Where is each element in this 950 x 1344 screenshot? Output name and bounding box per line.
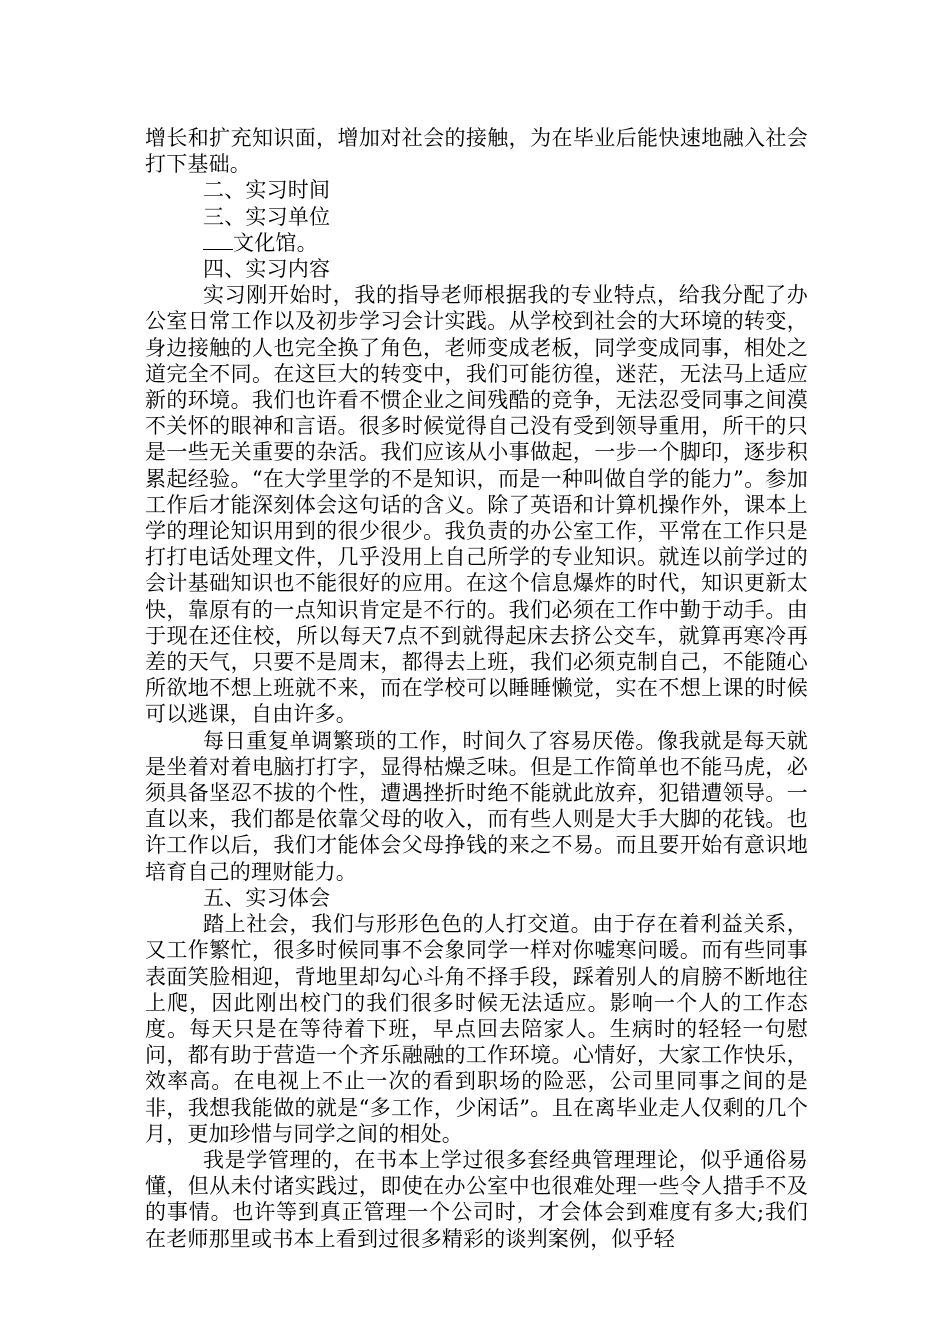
paragraph-intro: 增长和扩充知识面，增加对社会的接触，为在毕业后能快速地融入社会打下基础。 — [145, 126, 808, 177]
paragraph-content-1: 实习刚开始时，我的指导老师根据我的专业特点，给我分配了办公室日常工作以及初步学习会计实践。从学校到社会的大环境的转变，身边接触的人也完全换了角色，老师变成老板，同学变成同事，相处之道完全不同。在这巨大的转变中，我们可能彷徨，迷茫，无法马上适应新的环境。我们也许看不惯企业之间残酷的竞争，无法忍受同事之间漠不关怀的眼神和言语。很多时候觉得自己没有受到领导重用，所干的只是一些无关重要的杂活。我们应该从小事做起，一步一个脚印，逐步积累起经验。“在大学里学的不是知识，而是一种叫做自学的能力”。参加工作后才能深刻体会这句话的含义。除了英语和计算机操作外，课本上学的理论知识用到的很少很少。我负责的办公室工作，平常在工作只是打打电话处理文件，几乎没用上自己所学的专业知识。就连以前学过的会计基础知识也不能很好的应用。在这个信息爆炸的时代，知识更新太快，靠原有的一点知识肯定是不行的。我们必须在工作中勤于动手。由于现在还住校，所以每天7点不到就得起床去挤公交车，就算再寒冷再差的天气，只要不是周末，都得去上班，我们必须克制自己，不能随心所欲地不想上班就不来，而在学校可以睡睡懒觉，实在不想上课的时候可以逃课，自由许多。 — [145, 283, 808, 727]
heading-internship-unit: 三、实习单位 — [203, 204, 331, 229]
blank-underline — [203, 231, 233, 250]
paragraph-experience-1: 踏上社会，我们与形形色色的人打交道。由于存在着利益关系，又工作繁忙，很多时候同事不会象同学一样对你嘘寒问暖。而有些同事表面笑脸相迎，背地里却勾心斗角不择手段，踩着别人的肩膀不断地往上爬，因此刚出校门的我们很多时候无法适应。影响一个人的工作态度。每天只是在等待着下班，早点回去陪家人。生病时的轻轻一句慰问，都有助于营造一个齐乐融融的工作环境。心情好，大家工作快乐，效率高。在电视上不止一次的看到职场的险恶，公司里同事之间的是非，我想我能做的就是“多工作，少闲话”。且在离毕业走人仅剩的几个月，更加珍惜与同学之间的相处。 — [145, 912, 808, 1146]
heading-internship-time: 二、实习时间 — [203, 178, 331, 203]
heading-internship-content: 四、实习内容 — [203, 257, 331, 282]
unit-line — [145, 230, 808, 256]
heading-internship-experience: 五、实习体会 — [203, 885, 331, 910]
paragraph-content-2: 每日重复单调繁琐的工作，时间久了容易厌倦。像我就是每天就是坐着对着电脑打打字，显得枯燥乏味。但是工作简单也不能马虎，必须具备坚忍不拔的个性，遭遇挫折时绝不能就此放弃，犯错遭领导。一直以来，我们都是依靠父母的收入，而有些人则是大手大脚的花钱。也许工作以后，我们才能体会父母挣钱的来之不易。而且要开始有意识地培育自己的理财能力。 — [145, 728, 808, 884]
document-body — [145, 125, 808, 1252]
paragraph-experience-2: 我是学管理的，在书本上学过很多套经典管理理论，似乎通俗易懂，但从未付诸实践过，即使在办公室中也很难处理一些令人措手不及的事情。也许等到真正管理一个公司时，才会体会到难度有多大;我们在老师那里或书本上看到过很多精彩的谈判案例，似乎轻 — [145, 1147, 808, 1251]
unit-name: 文化馆。 — [233, 230, 318, 255]
